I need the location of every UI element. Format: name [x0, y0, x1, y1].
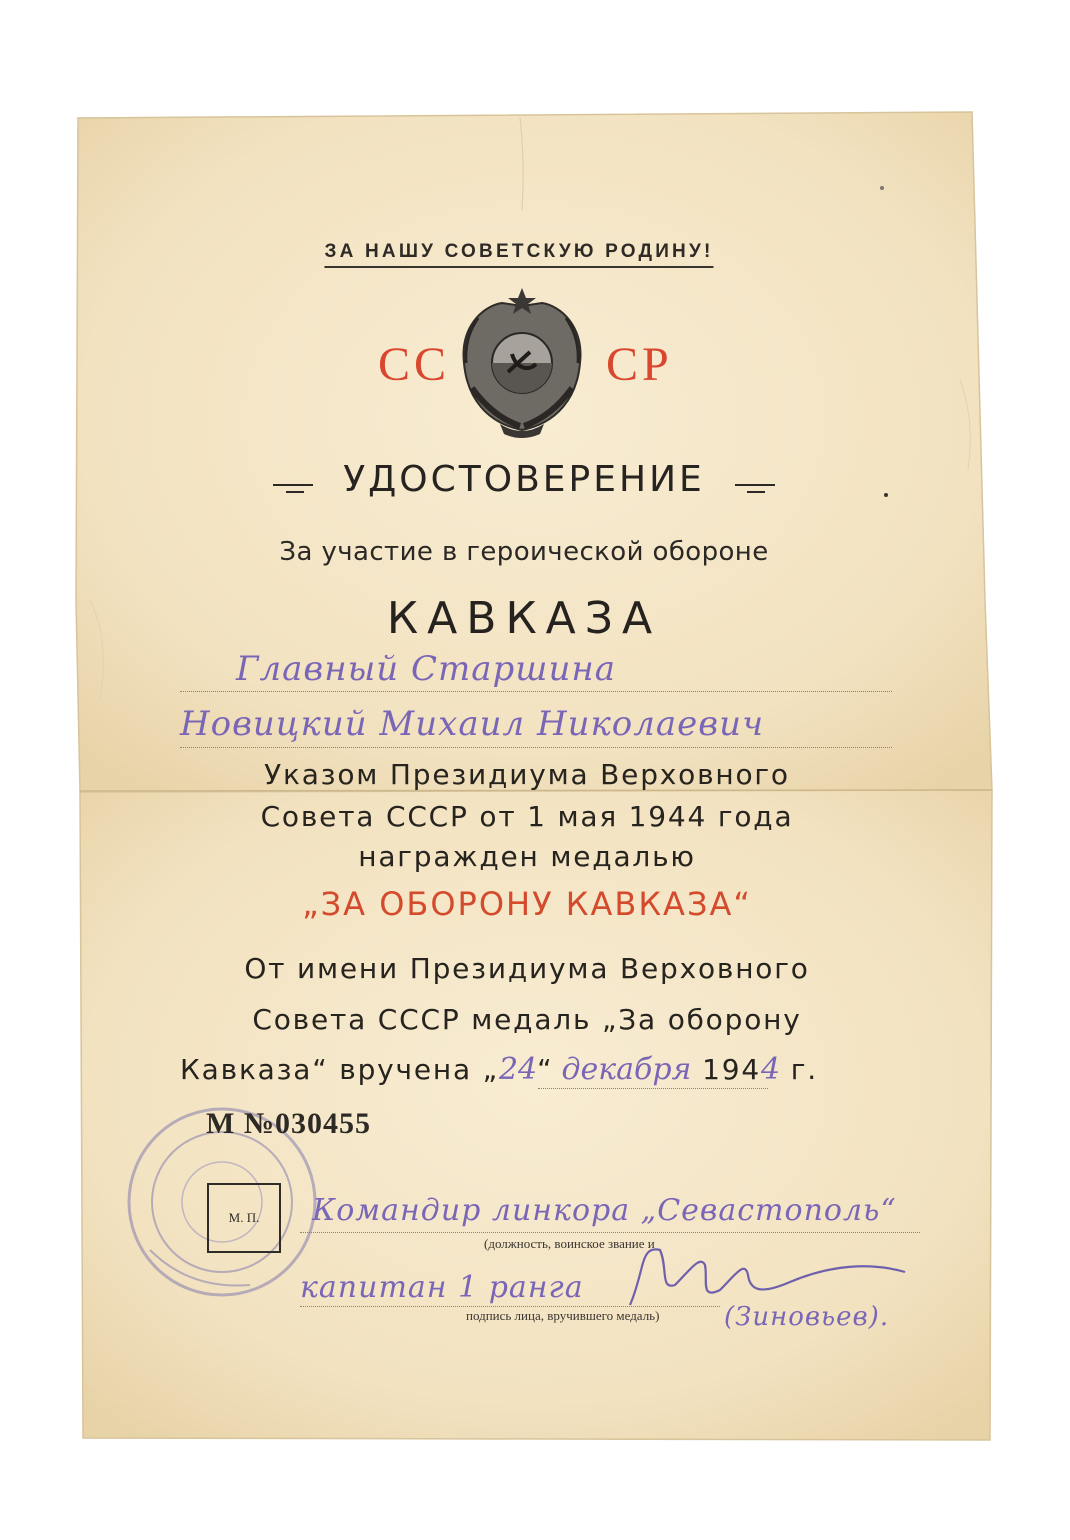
paper-top-half [76, 112, 992, 792]
year-suffix: г. [790, 1053, 818, 1086]
rank-sign-dotted-line [300, 1306, 720, 1307]
document-title: УДОСТОВЕРЕНИЕ [343, 459, 705, 500]
recipient-rank: Главный Старшина [236, 649, 617, 689]
region-name: КАВКАЗА [386, 593, 662, 644]
year-digit: 4 [760, 1052, 781, 1087]
recipient-name: Новицкий Михаил Николаевич [180, 704, 765, 744]
rank-dotted-line [180, 691, 892, 692]
presentation-line-1: От имени Президиума Верховного [244, 952, 810, 985]
ussr-left-letters: СС [378, 338, 451, 391]
decree-line-2: Совета СССР от 1 мая 1944 года [260, 800, 794, 833]
motto-heading: ЗА НАШУ СОВЕТСКУЮ РОДИНУ! [324, 241, 713, 268]
medal-serial-number: М №030455 [206, 1107, 371, 1140]
presentation-prefix: Кавказа“ вручена „ [180, 1053, 499, 1086]
ussr-right-letters: СР [606, 338, 673, 391]
signer-position: Командир линкора „Севастополь“ [312, 1193, 897, 1228]
signer-name: (Зиновьев). [724, 1302, 890, 1332]
name-dotted-line [180, 747, 892, 748]
presentation-line-2: Совета СССР медаль „За оборону [252, 1003, 802, 1036]
date-quote: “ [537, 1053, 554, 1086]
award-day: 24 [498, 1052, 538, 1087]
title-dash-right [735, 484, 775, 486]
position-dotted-line [300, 1232, 920, 1233]
medal-name: „ЗА ОБОРОНУ КАВКАЗА“ [302, 885, 752, 923]
presentation-line-3 [180, 1052, 818, 1087]
award-month: декабря [561, 1052, 692, 1087]
position-caption: (должность, воинское звание и [484, 1236, 655, 1251]
seal-place-box: М. П. [207, 1183, 281, 1253]
year-prefix: 194 [702, 1053, 761, 1086]
signer-rank: капитан 1 ранга [300, 1270, 584, 1305]
decree-line-3: награжден медалью [358, 840, 696, 873]
subtitle: За участие в героической обороне [279, 537, 769, 567]
title-dash-left [273, 484, 313, 486]
decree-line-1: Указом Президиума Верховного [264, 758, 790, 791]
signature-caption: подпись лица, вручившего медаль) [466, 1308, 660, 1323]
title-dash-left-short [286, 491, 304, 493]
title-dash-right-short [747, 491, 765, 493]
date-dotted-line [538, 1088, 768, 1089]
